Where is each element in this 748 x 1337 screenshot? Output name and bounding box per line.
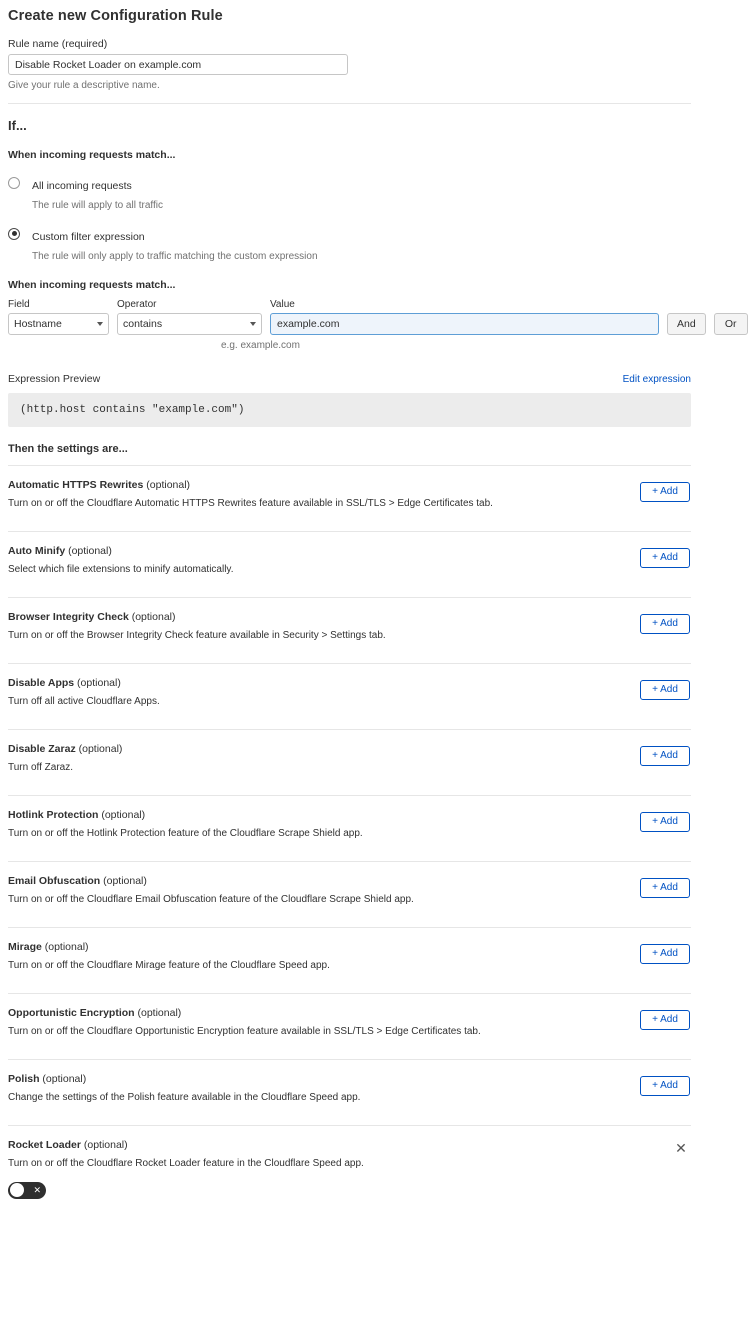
add-setting-button[interactable]: + Add [640,746,690,766]
setting-name [8,677,691,689]
filter-column-field: Field [8,298,30,310]
expression-preview-box: (http.host contains "example.com") [8,393,691,427]
configuration-rule-form [0,8,737,1212]
expression-preview-label: Expression Preview [8,372,101,385]
setting-title: Automatic HTTPS Rewrites [8,478,144,491]
setting-title: Disable Apps [8,676,75,689]
setting-name [8,875,691,887]
setting-title: Opportunistic Encryption [8,1006,135,1019]
setting-row [8,465,691,531]
setting-title: Polish [8,1072,40,1085]
setting-optional: (optional) [65,544,112,557]
setting-description: Select which file extensions to minify automatically. [8,563,234,575]
divider [8,103,691,104]
setting-optional: (optional) [39,1072,87,1085]
rule-name-label: Rule name (required) [8,38,108,50]
setting-row [8,597,691,663]
setting-description: Turn on or off the Cloudflare Rocket Loader feature in the Cloudflare Speed app. [8,1157,364,1169]
rocket-loader-toggle[interactable] [8,1182,46,1199]
page-title: Create new Configuration Rule [8,8,223,24]
toggle-knob [10,1183,24,1197]
setting-row [8,531,691,597]
setting-row [8,663,691,729]
setting-row [8,861,691,927]
setting-optional: (optional) [134,1006,182,1019]
radio-icon-custom-filter[interactable] [8,228,20,240]
setting-description: Turn off all active Cloudflare Apps. [8,695,160,707]
add-setting-button[interactable]: + Add [640,680,690,700]
add-setting-button[interactable]: + Add [640,1010,690,1030]
setting-title: Disable Zaraz [8,742,76,755]
setting-name [8,743,691,755]
setting-name [8,1139,691,1151]
then-section-title: Then the settings are... [8,442,128,455]
setting-optional: (optional) [75,742,123,755]
setting-title: Rocket Loader [8,1138,81,1151]
setting-row [8,729,691,795]
filter-row [8,298,737,335]
toggle-off-icon: ✕ [33,1184,41,1195]
setting-name [8,611,691,623]
setting-name [8,1073,691,1085]
add-setting-button[interactable]: + Add [640,944,690,964]
if-match-heading: When incoming requests match... [8,149,176,161]
setting-row-rocket-loader [8,1125,691,1212]
setting-optional: (optional) [100,874,147,887]
setting-description: Change the settings of the Polish feature available in the Cloudflare Speed app. [8,1091,361,1103]
rule-name-help: Give your rule a descriptive name. [8,80,160,91]
filter-value-input[interactable] [270,313,659,335]
radio-label-all-requests: All incoming requests [32,180,132,192]
setting-optional: (optional) [41,940,89,953]
setting-title: Auto Minify [8,544,66,557]
setting-title: Mirage [8,940,42,953]
radio-desc-all-requests: The rule will apply to all traffic [32,199,163,211]
setting-name [8,1007,691,1019]
add-setting-button[interactable]: + Add [640,812,690,832]
setting-optional: (optional) [80,1138,128,1151]
setting-description: Turn on or off the Browser Integrity Check feature available in Security > Settings tab. [8,629,386,641]
and-button[interactable]: And [667,313,706,335]
setting-description: Turn on or off the Cloudflare Automatic HTTPS Rewrites feature available in SSL/TLS > Edge Certificates tab. [8,497,493,509]
expression-preview-header [8,373,691,385]
filter-field-select[interactable] [8,313,109,335]
setting-title: Browser Integrity Check [8,610,129,623]
setting-optional: (optional) [98,808,146,821]
setting-row [8,993,691,1059]
setting-title: Hotlink Protection [8,808,99,821]
filter-operator-select[interactable] [117,313,262,335]
setting-name [8,545,691,557]
setting-name [8,479,691,491]
filter-column-value: Value [270,298,295,310]
setting-title: Email Obfuscation [8,874,101,887]
edit-expression-link[interactable]: Edit expression [622,373,691,385]
add-setting-button[interactable]: + Add [640,878,690,898]
if-section-title: If... [8,118,27,133]
setting-description: Turn on or off the Cloudflare Mirage feature of the Cloudflare Speed app. [8,959,330,971]
setting-name [8,941,691,953]
setting-optional: (optional) [128,610,176,623]
setting-description: Turn on or off the Cloudflare Email Obfuscation feature of the Cloudflare Scrape Shield app. [8,893,414,905]
add-setting-button[interactable]: + Add [640,548,690,568]
add-setting-button[interactable]: + Add [640,1076,690,1096]
setting-optional: (optional) [143,478,191,491]
setting-row [8,927,691,993]
filter-heading: When incoming requests match... [8,278,176,291]
radio-icon-all-requests[interactable] [8,177,20,189]
add-setting-button[interactable]: + Add [640,614,690,634]
setting-row [8,795,691,861]
rule-name-input[interactable] [8,54,348,75]
add-setting-button[interactable]: + Add [640,482,690,502]
setting-optional: (optional) [74,676,121,689]
radio-desc-custom-filter: The rule will only apply to traffic matching the custom expression [32,250,318,262]
filter-column-operator: Operator [117,298,157,310]
radio-all-incoming-requests[interactable] [8,175,691,212]
filter-value-hint: e.g. example.com [221,339,300,351]
radio-custom-filter-expression[interactable] [8,226,691,263]
radio-label-custom-filter: Custom filter expression [32,230,145,243]
close-icon[interactable]: ✕ [673,1140,689,1156]
or-button[interactable]: Or [714,313,748,335]
setting-description: Turn on or off the Cloudflare Opportunistic Encryption feature available in SSL/TLS > Edge Certificates tab. [8,1025,481,1037]
setting-name [8,809,691,821]
setting-row [8,1059,691,1125]
setting-description: Turn on or off the Hotlink Protection feature of the Cloudflare Scrape Shield app. [8,827,363,839]
setting-description: Turn off Zaraz. [8,761,74,773]
